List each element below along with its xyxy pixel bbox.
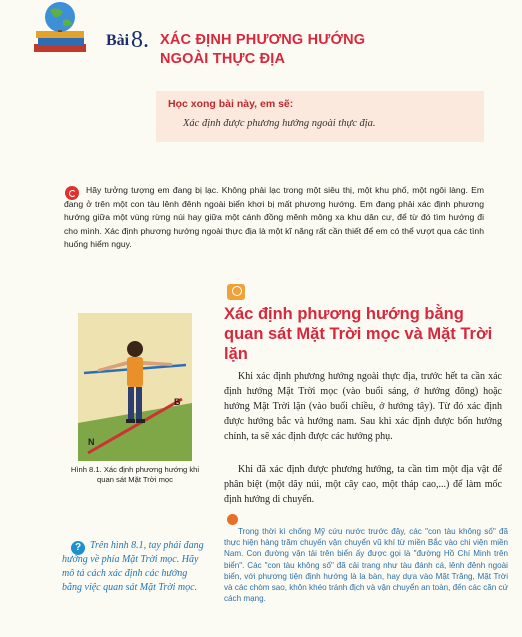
section-paragraph-2: Khi đã xác định được phương hướng, ta cần tìm một địa vật để phân biệt (một dãy núi, một cây cao, một tháp cao,...) để làm mốc định hướng di chuyển. [224,464,502,505]
question-text: Trên hình 8.1, tay phải đang hướng về phía Mặt Trời mọc. Hãy mô tả cách xác định các hướng bằng việc quan sát Mặt Trời mọc. [62,540,204,593]
section-icon [227,284,245,300]
sunrise-orientation-illustration [78,313,192,461]
figure-caption: Hình 8.1. Xác định phương hướng khi quan sát Mặt Trời mọc [70,465,200,484]
figure-8-1 [78,313,192,461]
objectives-text: Xác định được phương hướng ngoài thực địa. [183,118,376,129]
lesson-title: XÁC ĐỊNH PHƯƠNG HƯỚNG NGOÀI THỰC ĐỊA [160,32,366,67]
lesson-number: 8. [131,27,149,53]
section-paragraph-1: Khi xác định phương hướng ngoài thực địa, trước hết ta cần xác định hướng Mặt Trời mọc (vào buổi sáng, ở hướng đông) hoặc hướng Mặt Trời lặn (vào buổi chiều, ở hướng tây). Từ đó xác định được hướng bắc và hướng nam. Sau khi xác định được bốn hướng chính, ta sẽ xác định được các hướng phụ. [224,371,502,442]
section-title: Xác định phương hướng bằng quan sát Mặt Trời mọc và Mặt Trời lặn [224,305,493,363]
objectives-title: Học xong bài này, em sẽ: [168,98,294,110]
question-icon: ? [71,541,85,555]
lesson-label: Bài [106,32,130,49]
note-icon [227,514,238,525]
figure-label-n: N [88,437,95,447]
intro-paragraph: Hãy tưởng tượng em đang bị lạc. Không phải lạc trong một siêu thị, một khu phố, một ngôi làng. Em đang ở trên một con tàu lênh đênh ngoài biển khơi bị mất phương hướng. Em đang phải xác định phương hướng giữa một vùng rừng núi hay giữa một cánh đồng mênh mông xa khu dân cư, để từ đó tìm hướng đi cho mình. Xác định phương hướng ngoài thực địa là một kĩ năng rất cần thiết để em có thể vượt qua các tình huống hiểm nguy. [64,185,484,250]
figure-label-b: B [174,397,181,407]
globe-books-icon [30,0,90,60]
history-note: Trong thời kì chống Mỹ cứu nước trước đây, các "con tàu không số" đã thực hiện hàng trăm chuyến vận chuyển vũ khí từ miền Bắc vào chi viện miền Nam. Con đường vận tải trên biển ấy được gọi là "đường Hồ Chí Minh trên biển". Các "con tàu không số" đã cải trang như tàu đánh cá, lênh đênh ngoài biển, với phương tiện định hướng là la bàn, hay dựa vào Mặt Trăng, Mặt Trời và các chòm sao, khôn khéo tránh địch và vận chuyển an toàn, đến các căn cứ cách mạng. [224,527,508,604]
